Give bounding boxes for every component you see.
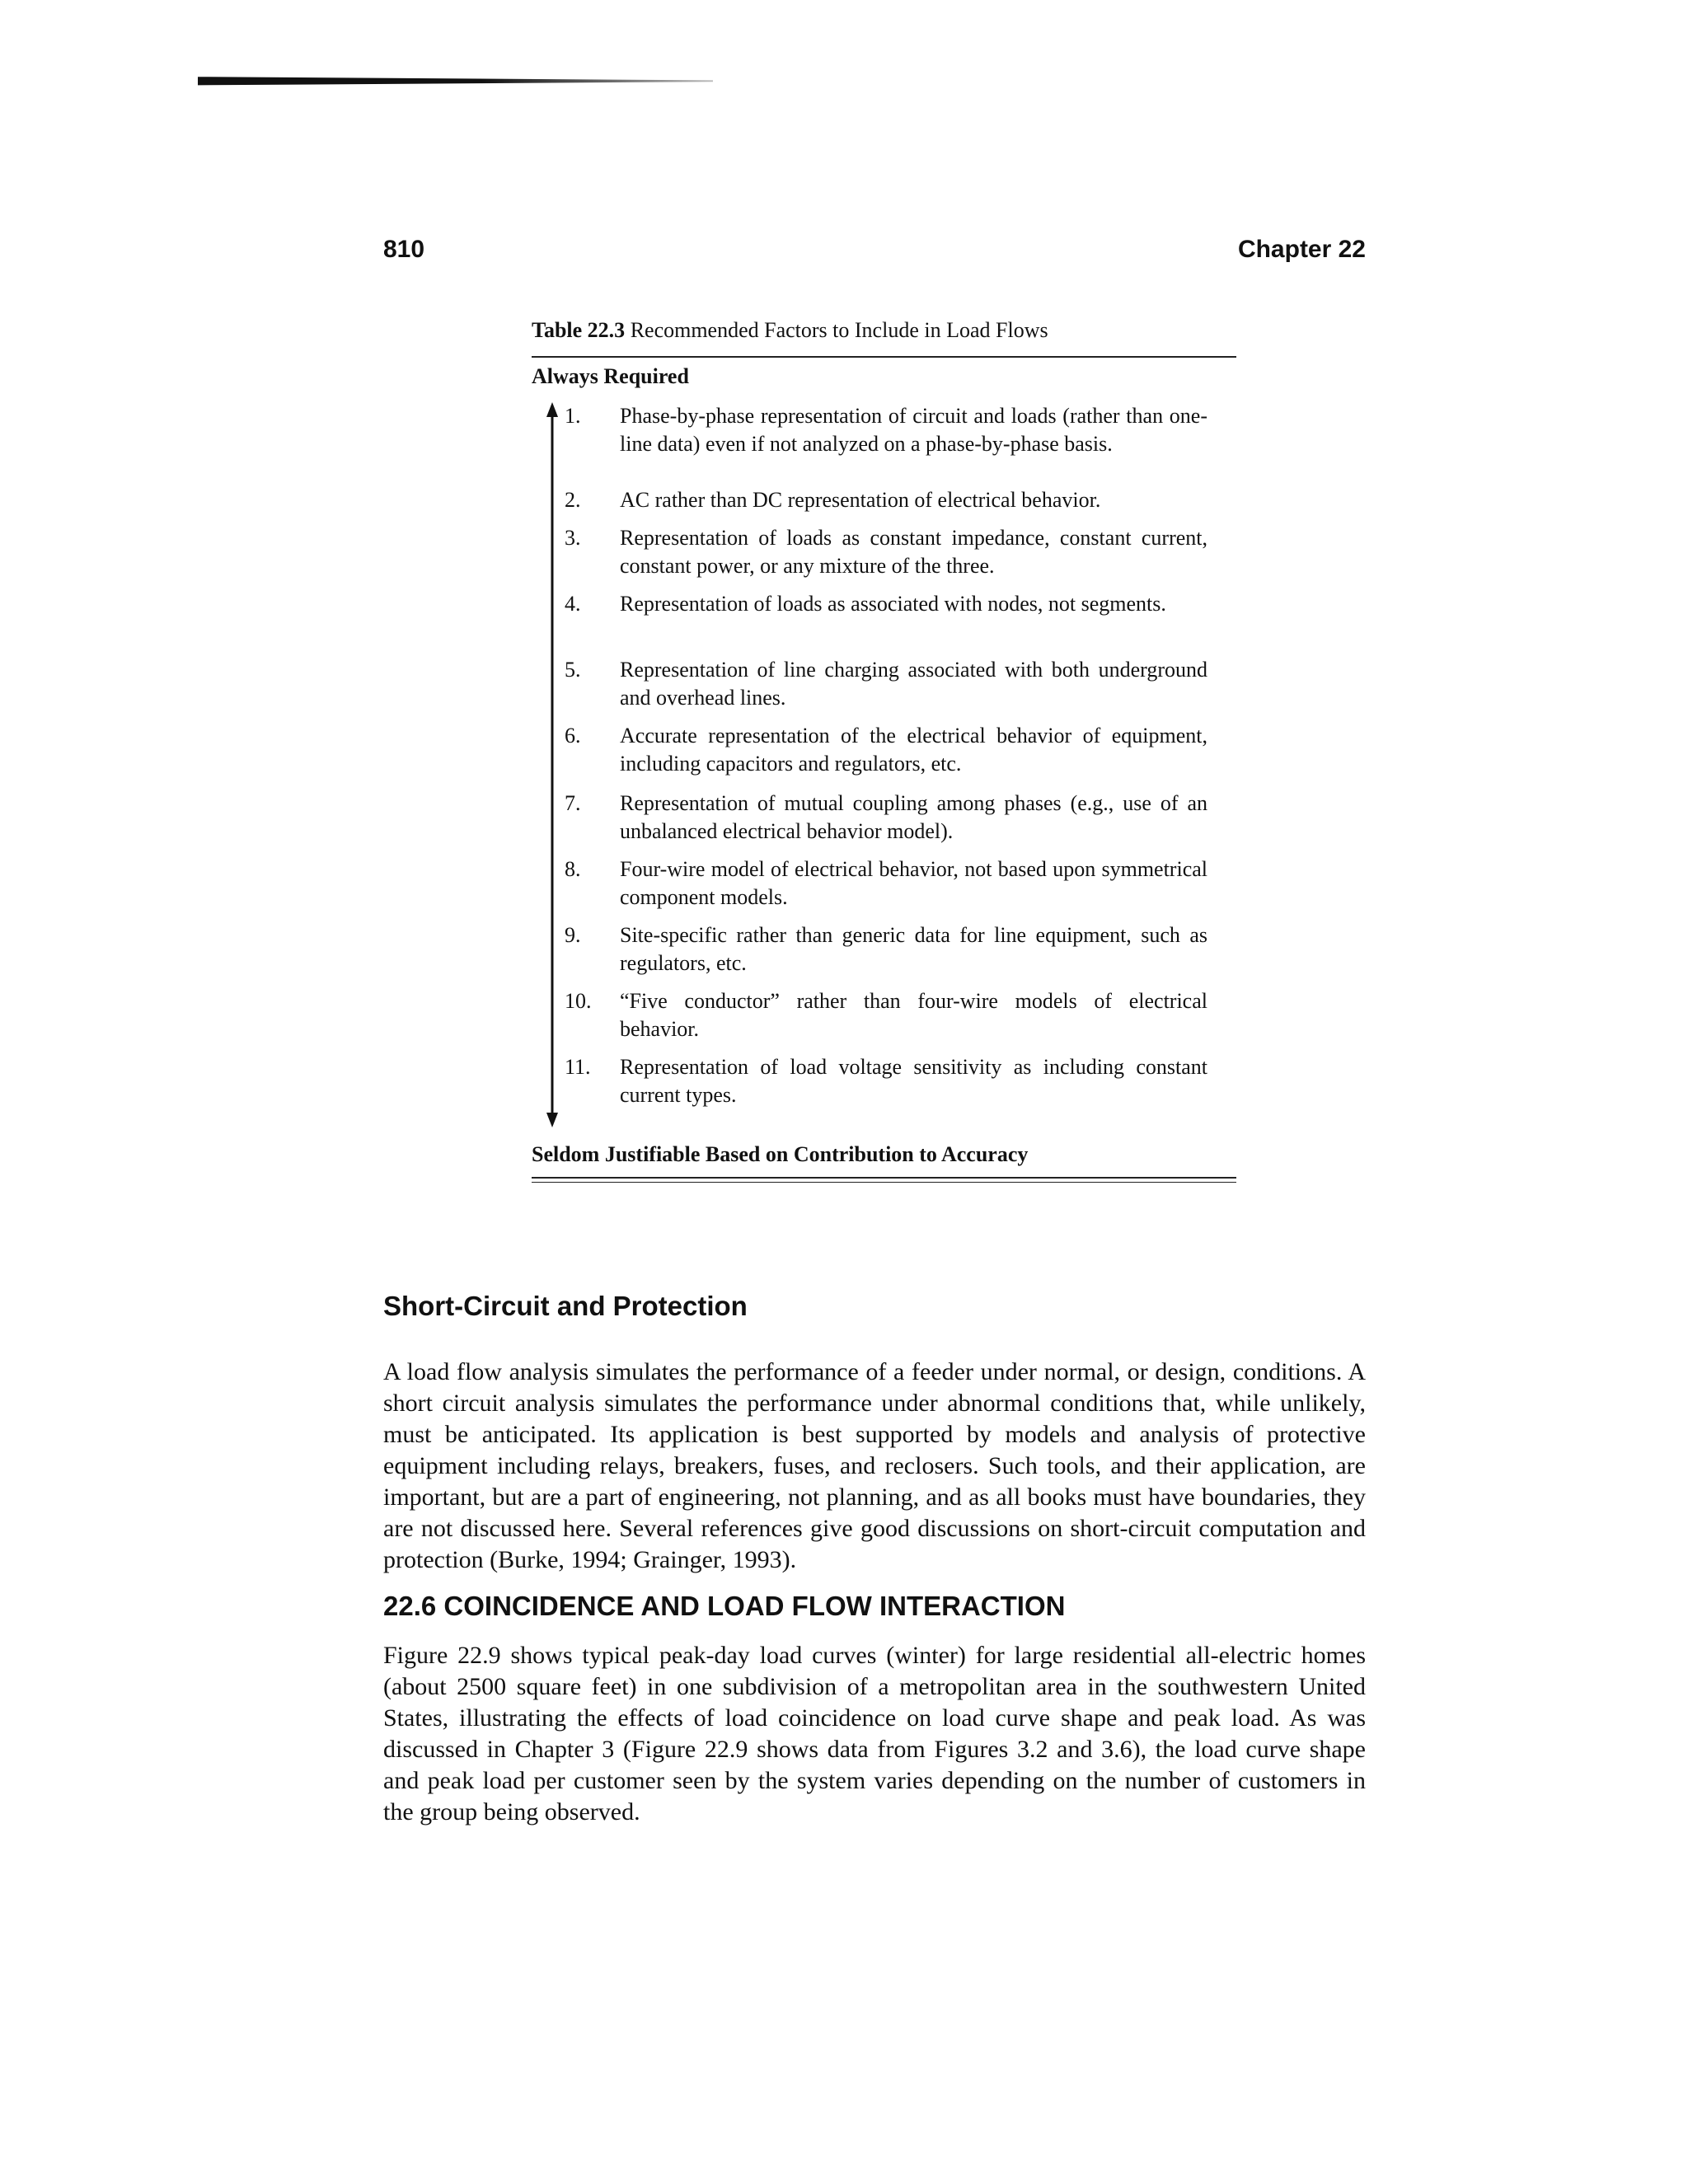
table-item-text: Site-specific rather than generic data for line equipment, such as regulators, etc.	[620, 923, 1207, 975]
table-item-number: 1.	[565, 404, 581, 428]
table-item-number: 8.	[565, 857, 581, 881]
table-item-number: 2.	[565, 488, 581, 512]
table-label: Table 22.3	[532, 318, 626, 342]
table-item-number: 11.	[565, 1055, 591, 1079]
table-item-number: 4.	[565, 592, 581, 616]
paragraph-coincidence: Figure 22.9 shows typical peak-day load curves (winter) for large residential all-electric homes (about 2500 square feet) in one subdivision of a metropolitan area in the southwestern United States, illustrating the effects of load coincidence on load curve shape and peak load. As was discussed in Chapter 3 (Figure 22.9 shows data from Figures 3.2 and 3.6), the load curve shape and peak load per customer seen by the system varies depending on the number of customers in the group being observed.	[383, 1642, 1366, 1825]
table-item-number: 6.	[565, 724, 581, 748]
table-top-rule	[532, 356, 1236, 358]
table-item-text: Phase-by-phase representation of circuit and loads (rather than one-line data) even if not analyzed on a phase-by-phase basis.	[620, 404, 1207, 456]
table-item-number: 7.	[565, 791, 581, 815]
table-item-text: Representation of load voltage sensitivity as including constant current types.	[620, 1055, 1207, 1107]
section-title-short-circuit: Short-Circuit and Protection	[383, 1291, 748, 1321]
page-number: 810	[383, 236, 425, 263]
table-item-number: 3.	[565, 526, 581, 550]
table-item-number: 9.	[565, 923, 581, 947]
table-item-text: AC rather than DC representation of electrical behavior.	[620, 488, 1101, 512]
section-heading-22-6: 22.6 COINCIDENCE AND LOAD FLOW INTERACTION	[383, 1591, 1066, 1621]
scan-artifact-bar	[198, 76, 713, 86]
table-caption-text: Recommended Factors to Include in Load Flows	[630, 318, 1048, 342]
table-item-text: Representation of loads as associated with nodes, not segments.	[620, 592, 1166, 616]
table-bottom-rule	[532, 1177, 1236, 1179]
paragraph-short-circuit: A load flow analysis simulates the performance of a feeder under normal, or design, conditions. A short circuit analysis simulates the performance under abnormal conditions that, while unlikely, must be anticipated. Its application is best supported by models and analysis of protective equipment including relays, breakers, fuses, and reclosers. Such tools, and their application, are important, but are a part of engineering, not planning, and as all books must have boundaries, they are not discussed here. Several references give good discussions on short-circuit computation and protection (Burke, 1994; Grainger, 1993).	[383, 1358, 1366, 1573]
running-head	[383, 236, 1366, 269]
table-item-number: 5.	[565, 658, 581, 682]
table-caption	[532, 316, 1048, 344]
double-arrow-icon	[546, 402, 558, 1127]
table-item-text: Four-wire model of electrical behavior, not based upon symmetrical component models.	[620, 857, 1207, 909]
table-top-heading: Always Required	[532, 364, 689, 388]
table-item-number: 10.	[565, 989, 592, 1013]
table-item-text: Representation of line charging associated with both underground and overhead lines.	[620, 658, 1207, 710]
table-item-text: Representation of mutual coupling among phases (e.g., use of an unbalanced electrical behavior model).	[620, 791, 1207, 843]
chapter-label: Chapter 22	[1237, 236, 1366, 263]
table-bottom-heading: Seldom Justifiable Based on Contribution to Accuracy	[532, 1142, 1029, 1166]
table-item-text: Representation of loads as constant impedance, constant current, constant power, or any mixture of the three.	[620, 526, 1207, 578]
table-item-text: Accurate representation of the electrical behavior of equipment, including capacitors and regulators, etc.	[620, 724, 1207, 776]
table-item-text: “Five conductor” rather than four-wire models of electrical behavior.	[620, 989, 1207, 1041]
table-bottom-rule-thin	[532, 1182, 1236, 1183]
